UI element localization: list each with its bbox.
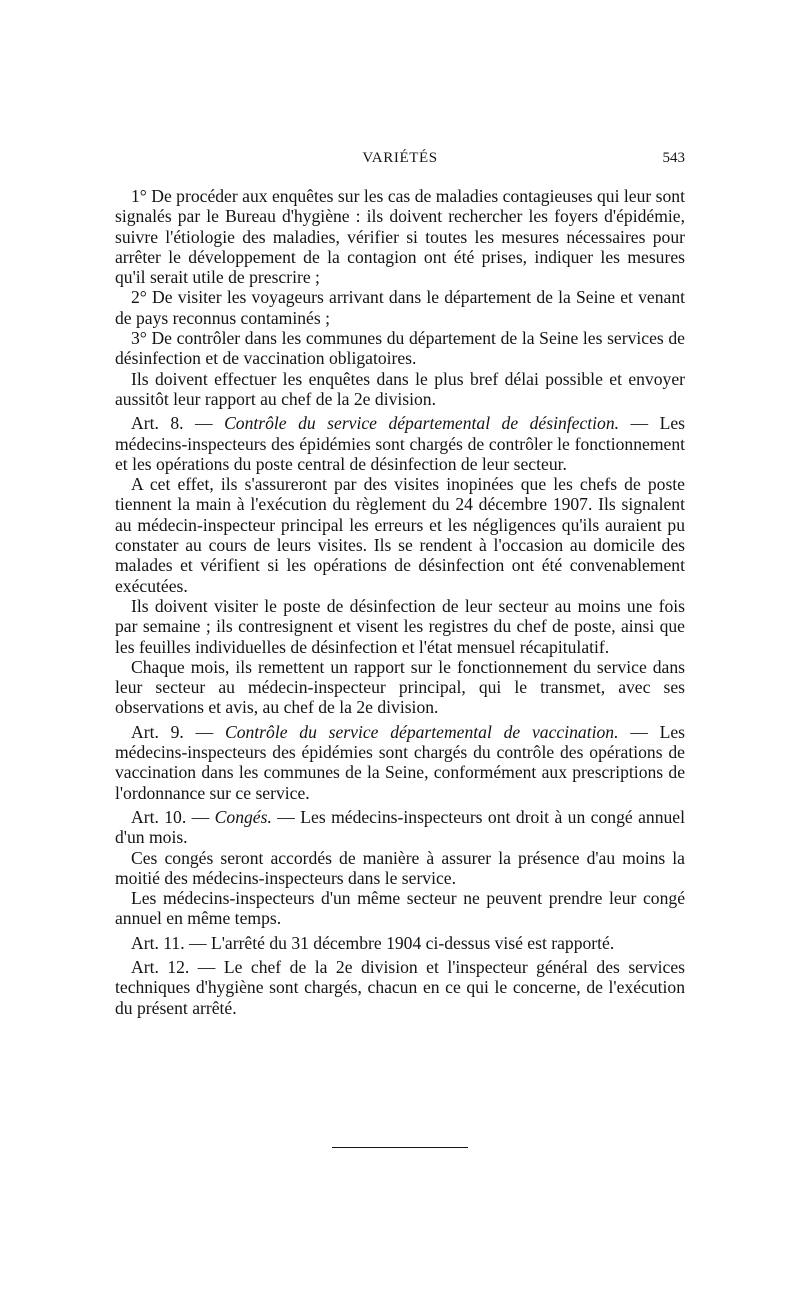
paragraph-3: 3° De contrôler dans les communes du département de la Seine les services de désinfection et de vaccination obligatoires.	[115, 328, 685, 369]
paragraph-6: A cet effet, ils s'assureront par des visites inopinées que les chefs de poste tiennent la main à l'exécution du règlement du 24 décembre 1907. Ils signalent au médecin-inspecteur principal les erreurs et les négligences qu'ils auraient pu constater au cours de leurs visites. Ils se rendent à l'occasion au domicile des malades et vérifient si les opérations de désinfection ont été convenablement exécutées.	[115, 474, 685, 596]
running-title: VARIÉTÉS	[362, 150, 438, 166]
paragraph-2: 2° De visiter les voyageurs arrivant dans le département de la Seine et venant de pays reconnus contaminés ;	[115, 287, 685, 328]
body-text	[115, 186, 685, 1018]
article-10-paragraph: Art. 10. — Congés. — Les médecins-inspecteurs ont droit à un congé annuel d'un mois.	[115, 806, 685, 848]
article-11-paragraph: Art. 11. — L'arrêté du 31 décembre 1904 ci-dessus visé est rapporté.	[131, 932, 615, 953]
paragraph-1: 1° De procéder aux enquêtes sur les cas de maladies contagieuses qui leur sont signalés par le Bureau d'hygiène : ils doivent rechercher les foyers d'épidémie, suivre l'étiologie des maladies, vérifier si toutes les mesures nécessaires pour arrêter le développement de la contagion ont été prises, indiquer les mesures qu'il serait utile de prescrire ;	[115, 186, 685, 288]
article-12-paragraph: Art. 12. — Le chef de la 2e division et l'inspecteur général des services techniques d'hygiène sont chargés, chacun en ce qui le concerne, de l'exécution du présent arrêté.	[115, 956, 685, 1018]
paragraph-11: Ces congés seront accordés de manière à assurer la présence d'au moins la moitié des médecins-inspecteurs dans le service.	[115, 847, 685, 888]
paragraph-12: Les médecins-inspecteurs d'un même secteur ne peuvent prendre leur congé annuel en même temps.	[115, 888, 685, 929]
paragraph-8: Chaque mois, ils remettent un rapport sur le fonctionnement du service dans leur secteur au médecin-inspecteur principal, qui le transmet, avec ses observations et avis, au chef de la 2e division.	[115, 656, 685, 718]
paragraph-7: Ils doivent visiter le poste de désinfection de leur secteur au moins une fois par semaine ; ils contresignent et visent les registres du chef de poste, ainsi que les feuilles individuelles de désinfection et l'état mensuel récapitulatif.	[115, 595, 685, 657]
article-8-heading-paragraph: Art. 8. — Contrôle du service départemental de désinfection. — Les médecins-inspecteurs des épidémies sont chargés de contrôler le fonctionnement et les opérations du poste central de désinfection de leur secteur.	[115, 413, 685, 474]
page-number: 543	[662, 150, 685, 166]
article-8-title: Contrôle du service départemental de désinfection.	[224, 413, 620, 434]
closing-rule	[332, 1147, 468, 1148]
paragraph-4: Ils doivent effectuer les enquêtes dans le plus bref délai possible et envoyer aussitôt leur rapport au chef de la 2e division.	[115, 368, 685, 409]
article-9-title: Contrôle du service départemental de vaccination.	[224, 721, 619, 742]
article-10-title: Congés.	[214, 806, 272, 827]
article-9-paragraph: Art. 9. — Contrôle du service départemental de vaccination. — Les médecins-inspecteurs des épidémies sont chargés du contrôle des opérations de vaccination dans les communes de la Seine, conformément aux prescriptions de l'ordonnance sur ce service.	[115, 721, 685, 803]
page-header	[115, 150, 685, 172]
